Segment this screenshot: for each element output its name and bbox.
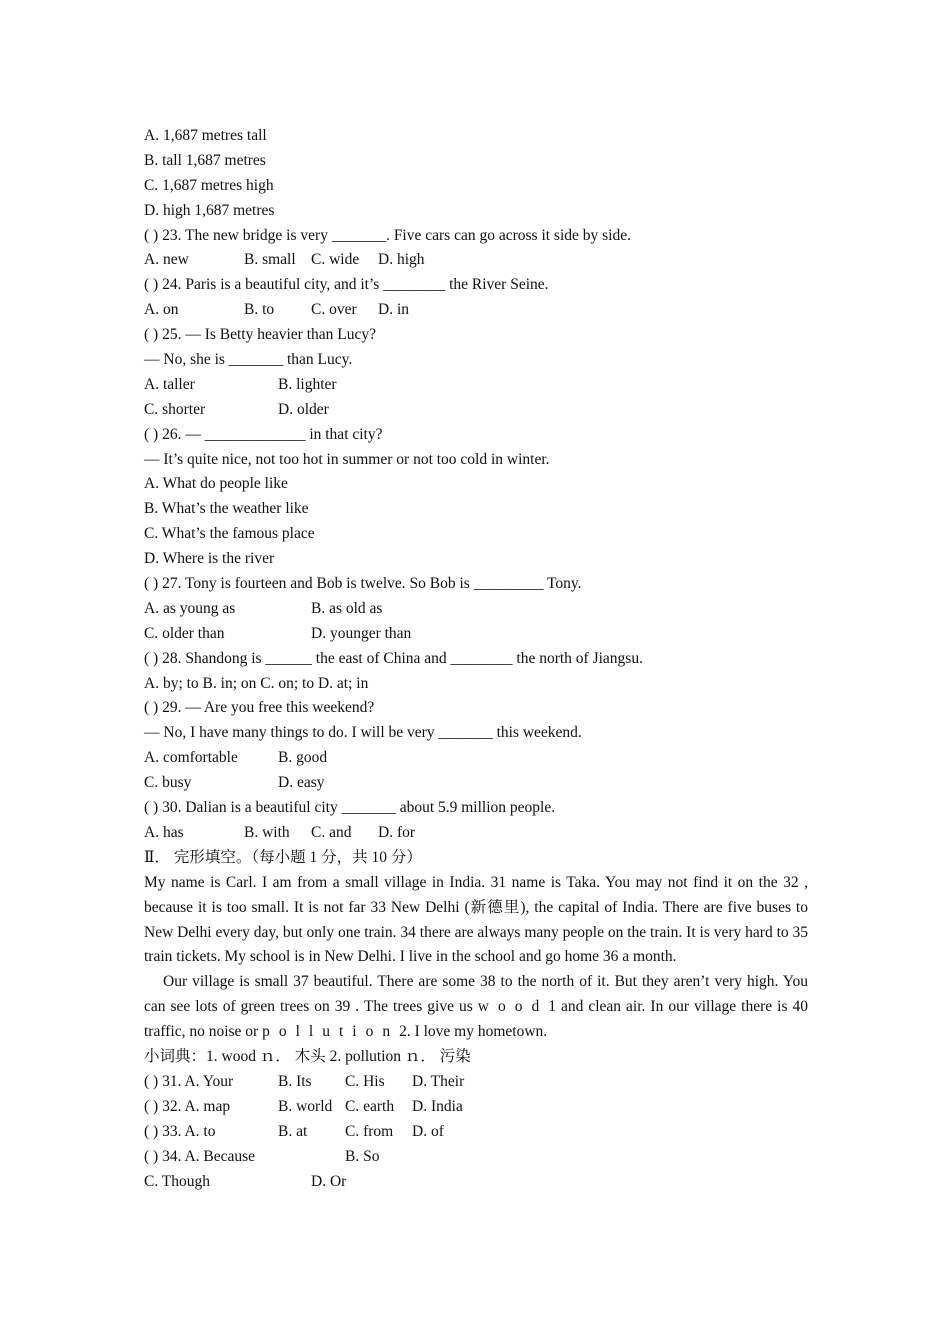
option: C. His <box>345 1072 385 1090</box>
section-heading: Ⅱ． 完形填空。（每小题 1 分，共 10 分） <box>144 848 422 866</box>
q28-options: A. by; to B. in; on C. on; to D. at; in <box>144 674 369 692</box>
option: B. lighter <box>278 375 337 393</box>
q23-stem: ( ) 23. The new bridge is very _______. Five cars can go across it side by side. <box>144 226 631 244</box>
q26-option-d: D. Where is the river <box>144 550 275 568</box>
option: C. wide <box>311 251 360 269</box>
q26-option-c: C. What’s the famous place <box>144 525 315 543</box>
option: D. Or <box>311 1172 347 1190</box>
option: B. to <box>244 301 275 319</box>
option: C. earth <box>345 1097 395 1115</box>
option: D. easy <box>278 774 325 792</box>
option: C. older than <box>144 624 225 642</box>
option: B. small <box>244 251 296 269</box>
option: C. over <box>311 301 357 319</box>
q27-options-row1 <box>144 597 808 622</box>
q27-stem: ( ) 27. Tony is fourteen and Bob is twelve. So Bob is _________ Tony. <box>144 575 582 593</box>
option: B. So <box>345 1147 380 1165</box>
option: D. India <box>412 1097 463 1115</box>
option: D. Their <box>412 1072 465 1090</box>
option: A. on <box>144 301 179 319</box>
q27-options-row2 <box>144 622 808 647</box>
option: D. for <box>378 823 416 841</box>
option: C. and <box>311 823 352 841</box>
q34-row2 <box>144 1170 808 1195</box>
q33-row <box>144 1120 808 1145</box>
q26-option-b: B. What’s the weather like <box>144 500 309 518</box>
q25-options-row2 <box>144 398 808 423</box>
q28-stem: ( ) 28. Shandong is ______ the east of China and ________ the north of Jiangsu. <box>144 649 643 667</box>
q22-option-d: D. high 1,687 metres <box>144 201 275 219</box>
option: D. younger than <box>311 624 412 642</box>
q31-row <box>144 1070 808 1095</box>
q29-stem: ( ) 29. — Are you free this weekend? <box>144 699 375 717</box>
q23-options <box>144 248 808 273</box>
vocabulary-note: 小词典：1. wood ｎ． 木头 2. pollution ｎ． 污染 <box>144 1048 471 1066</box>
q26-stem: ( ) 26. — _____________ in that city? <box>144 425 383 443</box>
para2-text-a: Our village is small 37 beautiful. There are some 38 to the north of it. But they aren’t very high. You can see lots of green trees on 39 . The trees give us <box>144 973 808 1016</box>
q29-options-row1 <box>144 746 808 771</box>
question-label: ( ) 34. A. Because <box>144 1147 256 1165</box>
q22-option-a: A. 1,687 metres tall <box>144 127 267 144</box>
option: B. good <box>278 749 328 767</box>
option: C. shorter <box>144 400 206 418</box>
option: A. new <box>144 251 189 269</box>
worksheet-page <box>144 124 808 1194</box>
option: D. high <box>378 251 425 269</box>
q25-options-row1 <box>144 373 808 398</box>
q22-option-b: B. tall 1,687 metres <box>144 151 266 169</box>
para2-text-b: 1 and clean air. In our village there is 40 traffic, no noise or <box>144 998 808 1041</box>
option: C. from <box>345 1122 394 1140</box>
option: B. with <box>244 823 290 841</box>
q32-row <box>144 1095 808 1120</box>
para2-text-c: 2. I love my hometown. <box>399 1023 548 1041</box>
question-label: ( ) 31. A. Your <box>144 1072 234 1090</box>
q34-row1 <box>144 1145 808 1170</box>
option: D. older <box>278 400 329 418</box>
pollution-word: pollution <box>262 1023 400 1041</box>
option: A. taller <box>144 375 195 393</box>
cloze-paragraph-2 <box>144 970 808 1045</box>
option: A. as young as <box>144 599 236 617</box>
option: A. has <box>144 823 184 841</box>
q30-options <box>144 821 808 846</box>
option: B. Its <box>278 1072 312 1090</box>
option: D. in <box>378 301 409 319</box>
q25-stem-reply: — No, she is _______ than Lucy. <box>144 351 353 369</box>
option: B. world <box>278 1097 333 1115</box>
question-label: ( ) 32. A. map <box>144 1097 231 1115</box>
question-label: ( ) 33. A. to <box>144 1122 216 1140</box>
q30-stem: ( ) 30. Dalian is a beautiful city _______ about 5.9 million people. <box>144 799 556 817</box>
q26-option-a: A. What do people like <box>144 475 288 493</box>
wood-word: wood <box>477 998 549 1016</box>
q22-option-c: C. 1,687 metres high <box>144 176 274 194</box>
option: D. of <box>412 1122 444 1140</box>
q24-options <box>144 298 808 323</box>
option: B. as old as <box>311 599 383 617</box>
option: C. busy <box>144 774 192 792</box>
option: A. comfortable <box>144 749 238 767</box>
q25-stem: ( ) 25. — Is Betty heavier than Lucy? <box>144 326 376 344</box>
option: B. at <box>278 1122 308 1140</box>
q29-stem-reply: — No, I have many things to do. I will be very _______ this weekend. <box>144 724 582 742</box>
q26-stem-reply: — It’s quite nice, not too hot in summer or not too cold in winter. <box>144 450 550 468</box>
q24-stem: ( ) 24. Paris is a beautiful city, and it’s ________ the River Seine. <box>144 276 549 294</box>
cloze-paragraph-1: My name is Carl. I am from a small village in India. 31 name is Taka. You may not find it on the 32 , because it is too small. It is not far 33 New Delhi (新德里), the capital of India. There are five buses to New Delhi every day, but only one train. 34 there are always many people on the train. It is very hard to 35 train tickets. My school is in New Delhi. I live in the school and go home 36 a month. <box>144 873 808 966</box>
option: C. Though <box>144 1172 211 1190</box>
q29-options-row2 <box>144 771 808 796</box>
